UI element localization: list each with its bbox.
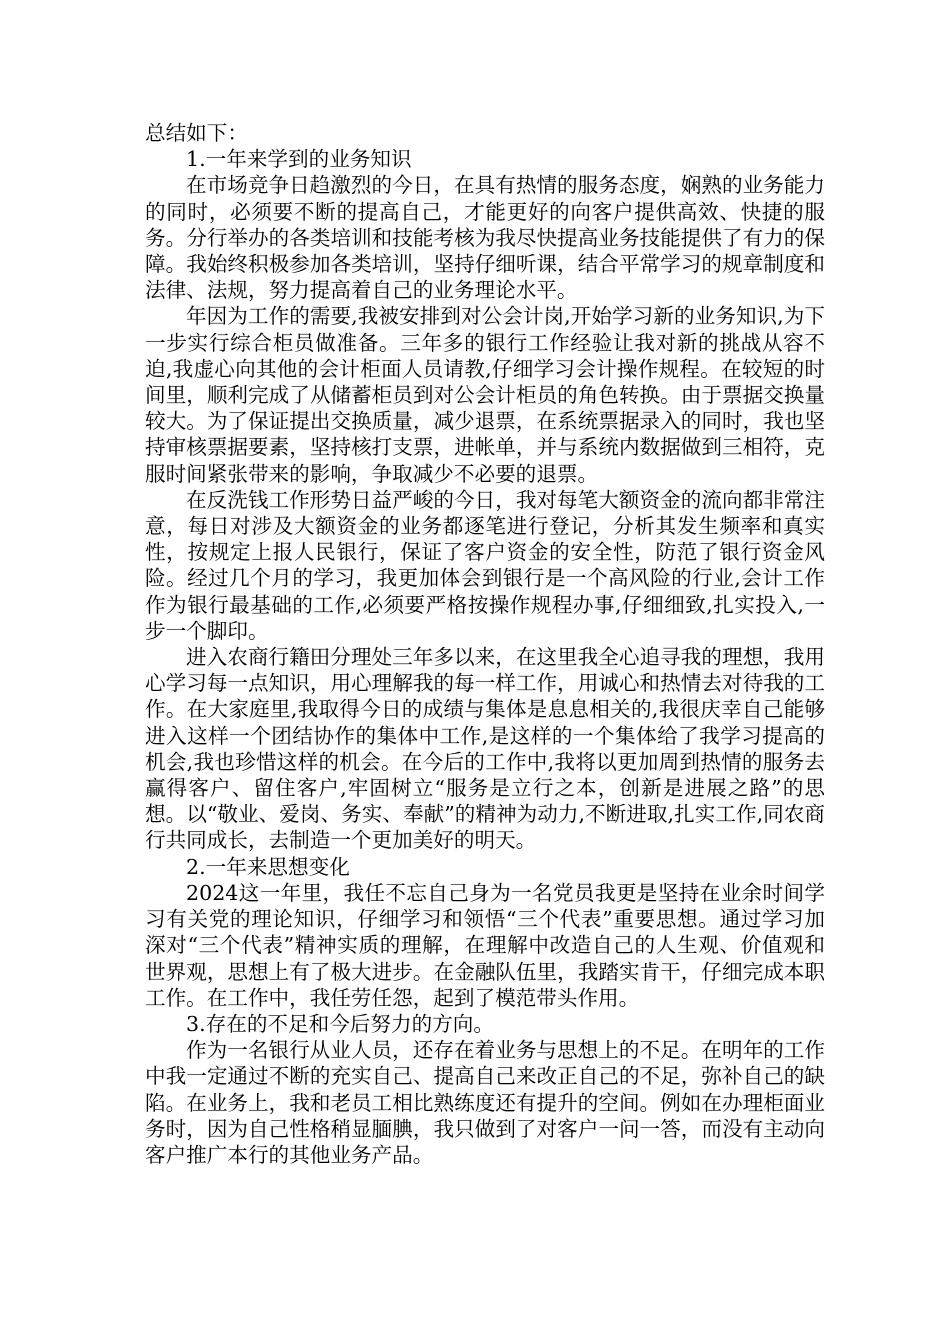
- section-heading-1: 1.一年来学到的业务知识: [186, 147, 412, 172]
- paragraph: 在反洗钱工作形势日益严峻的今日，我对每笔大额资金的流向都非常注意，每日对涉及大额资金的业务都逐笔进行登记，分析其发生频率和真实性，按规定上报人民银行，保证了客户资金的安全性，防范了银行资金风险。经过几个月的学习，我更加体会到银行是一个高风险的行业,会计工作作为银行最基础的工作,必须要严格按操作规程办事,仔细细致,扎实投入,一步一个脚印。: [145, 487, 825, 643]
- paragraph: 在市场竞争日趋激烈的今日，在具有热情的服务态度，娴熟的业务能力的同时，必须要不断的提高自己，才能更好的向客户提供高效、快捷的服务。分行举办的各类培训和技能考核为我尽快提高业务技能提供了有力的保障。我始终积极参加各类培训，坚持仔细听课，结合平常学习的规章制度和法律、法规，努力提高着自己的业务理论水平。: [145, 173, 825, 303]
- paragraph: 作为一名银行从业人员，还存在着业务与思想上的不足。在明年的工作中我一定通过不断的充实自己、提高自己来改正自己的不足，弥补自己的缺陷。在业务上，我和老员工相比熟练度还有提升的空间。例如在办理柜面业务时，因为自己性格稍显腼腆，我只做到了对客户一问一答，而没有主动向客户推广本行的其他业务产品。: [145, 1038, 825, 1167]
- intro-text: 总结如下：: [145, 121, 248, 145]
- section-heading-3: 3.存在的不足和今后努力的方向。: [186, 1011, 494, 1036]
- document-body: [145, 120, 825, 1168]
- paragraph: 进入农商行籍田分理处三年多以来，在这里我全心追寻我的理想，我用心学习每一点知识，用心理解我的每一样工作，用诚心和热情去对待我的工作。在大家庭里,我取得今日的成绩与集体是息息相关的,我很庆幸自己能够进入这样一个团结协作的集体中工作,是这样的一个集体给了我学习提高的机会,我也珍惜这样的机会。在今后的工作中,我将以更加周到热情的服务去赢得客户、留住客户,牢固树立“服务是立行之本，创新是进展之路”的思想。以“敬业、爱岗、务实、奉献”的精神为动力,不断进取,扎实工作,同农商行共同成长，去制造一个更加美好的明天。: [145, 645, 825, 853]
- paragraph: 年因为工作的需要,我被安排到对公会计岗,开始学习新的业务知识,为下一步实行综合柜员做准备。三年多的银行工作经验让我对新的挑战从容不迫,我虚心向其他的会计柜面人员请教,仔细学习会计操作规程。在较短的时间里，顺利完成了从储蓄柜员到对公会计柜员的角色转换。由于票据交换量较大。为了保证提出交换质量，减少退票，在系统票据录入的同时，我也坚持审核票据要素，坚持核打支票，进帐单，并与系统内数据做到三相符，克服时间紧张带来的影响，争取减少不必要的退票。: [145, 304, 825, 486]
- section-heading-2: 2.一年来思想变化: [186, 854, 350, 879]
- paragraph: 2024这一年里，我任不忘自己身为一名党员我更是坚持在业余时间学习有关党的理论知识，仔细学习和领悟“三个代表”重要思想。通过学习加深对“三个代表”精神实质的理解，在理解中改造自己的人生观、价值观和世界观，思想上有了极大进步。在金融队伍里，我踏实肯干，仔细完成本职工作。在工作中，我任劳任怨，起到了模范带头作用。: [145, 880, 825, 1010]
